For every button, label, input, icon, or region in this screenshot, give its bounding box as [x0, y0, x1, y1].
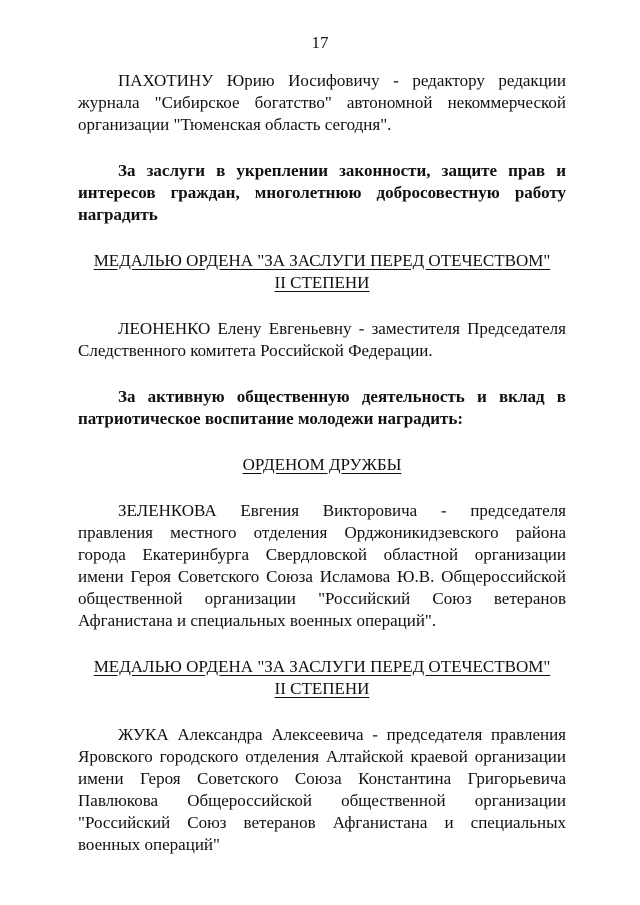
- award-heading-medal-1-line2: II СТЕПЕНИ: [274, 273, 370, 292]
- award-heading-friendship: [78, 454, 566, 476]
- paragraph-leonenko: ЛЕОНЕНКО Елену Евгеньевну - заместителя Председателя Следственного комитета Российской Федерации.: [78, 319, 566, 360]
- document-body: [78, 70, 566, 856]
- award-reason-law: За заслуги в укреплении законности, защите прав и интересов граждан, многолетнюю добросовестную работу наградить: [78, 161, 566, 224]
- paragraph-zhuk: ЖУКА Александра Алексеевича - председателя правления Яровского городского отделения Алтайской краевой организации имени Героя Советского Союза Константина Григорьевича Павлюкова Общероссийской общественной организации "Российский Союз ветеранов Афганистана и специальных военных операций": [78, 725, 566, 854]
- award-heading-medal-2-line1: МЕДАЛЬЮ ОРДЕНА "ЗА ЗАСЛУГИ ПЕРЕД ОТЕЧЕСТВОМ": [93, 657, 551, 676]
- award-heading-medal-2-line2: II СТЕПЕНИ: [274, 679, 370, 698]
- award-heading-medal-1: [78, 250, 566, 294]
- award-heading-medal-1-line1: МЕДАЛЬЮ ОРДЕНА "ЗА ЗАСЛУГИ ПЕРЕД ОТЕЧЕСТВОМ": [93, 251, 551, 270]
- page-number: 17: [311, 33, 329, 52]
- award-heading-friendship-text: ОРДЕНОМ ДРУЖБЫ: [242, 455, 402, 474]
- paragraph-zelenkov: ЗЕЛЕНКОВА Евгения Викторовича - председателя правления местного отделения Орджоникидзевского района города Екатеринбурга Свердловской областной организации имени Героя Советского Союза Исламова Ю.В. Общероссийской общественной организации "Российский Союз ветеранов Афганистана и специальных военных операций".: [78, 501, 566, 630]
- award-heading-medal-2: [78, 656, 566, 700]
- award-reason-patriotic: За активную общественную деятельность и вклад в патриотическое воспитание молодежи наградить:: [78, 387, 566, 428]
- paragraph-pakhotin: ПАХОТИНУ Юрию Иосифовичу - редактору редакции журнала "Сибирское богатство" автономной некоммерческой организации "Тюменская область сегодня".: [78, 71, 566, 134]
